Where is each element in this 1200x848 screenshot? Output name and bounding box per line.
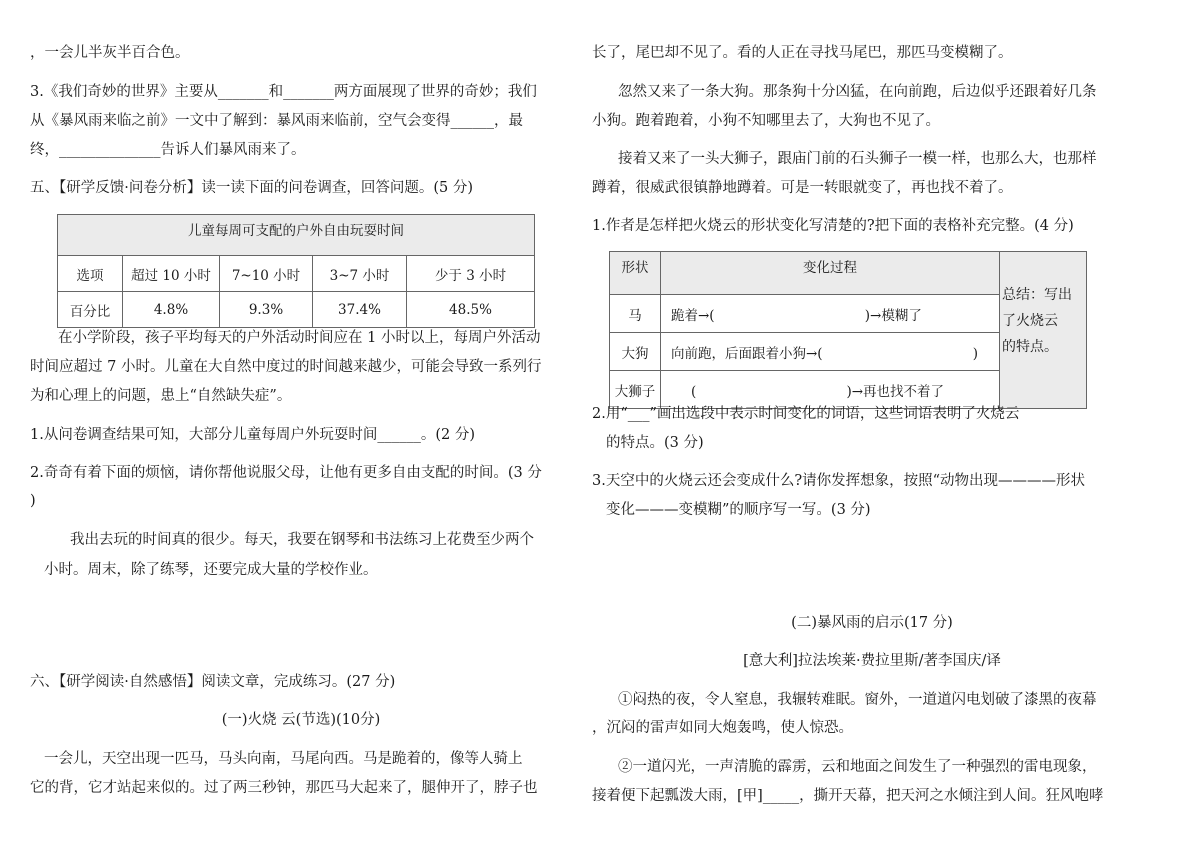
survey-header-cell: 超过 10 小时 — [123, 256, 220, 292]
reading-line: 蹲着，很威武很镇静地蹲着。可是一转眼就变了，再也找不着了。 — [592, 180, 1013, 196]
story-line: ②一道闪光，一声清脆的霹雳，云和地面之间发生了一种强烈的雷电现象， — [618, 759, 1097, 775]
question-2-line-2: 的特点。(3 分) — [606, 435, 704, 451]
reading-line: 忽然又来了一条大狗。那条狗十分凶猛，在向前跑，后边似乎还跟着好几条 — [618, 84, 1097, 100]
left-column — [26, 0, 576, 848]
paragraph-line: 为和心理上的问题，患上“自然缺失症”。 — [30, 388, 292, 404]
shape-change-table — [609, 251, 1087, 409]
survey-table-title: 儿童每周可支配的户外自由玩耍时间 — [58, 215, 535, 256]
survey-header-cell: 3~7 小时 — [313, 256, 407, 292]
reading-line: 它的背，它才站起来似的。过了两三秒钟，那匹马大起来了，腿伸开了，脖子也 — [30, 780, 538, 796]
question-3-line-2: 从《暴风雨来临之前》一文中了解到：暴风雨来临前，空气会变得______，最 — [30, 113, 523, 129]
survey-header-cell: 选项 — [58, 256, 123, 292]
survey-value-cell: 37.4% — [313, 292, 407, 328]
table-header-process: 变化过程 — [661, 252, 1000, 295]
section-6-heading: 六、【研学阅读·自然感悟】阅读文章，完成练习。(27 分) — [30, 674, 396, 690]
summary-line: 总结：写出 — [1002, 287, 1072, 303]
table-summary-cell — [1000, 252, 1087, 409]
question-3-line-3: 终，______________告诉人们暴风雨来了。 — [30, 142, 306, 158]
survey-value-cell: 9.3% — [220, 292, 313, 328]
worry-text-line-2: 小时。周末，除了练琴，还要完成大量的学校作业。 — [44, 562, 378, 578]
reading-line: 小狗。跑着跑着，小狗不知哪里去了，大狗也不见了。 — [592, 113, 940, 129]
reading-line: 长了，尾巴却不见了。看的人正在寻找马尾巴，那匹马变模糊了。 — [592, 45, 1013, 61]
worry-text-line-1: 我出去玩的时间真的很少。每天，我要在钢琴和书法练习上花费至少两个 — [70, 532, 534, 548]
summary-line: 了火烧云 — [1002, 313, 1058, 329]
table-process-cell: 向前跑，后面跟着小狗→( ) — [661, 333, 1000, 371]
survey-value-cell: 48.5% — [407, 292, 535, 328]
question-1: 1.从问卷调查结果可知，大部分儿童每周户外玩耍时间______。(2 分) — [30, 427, 475, 443]
table-header-shape: 形状 — [610, 252, 661, 295]
story-line: ①闷热的夜，令人窒息，我辗转难眠。窗外，一道道闪电划破了漆黑的夜幕 — [618, 692, 1097, 708]
question-2-line-1: 2.用“___”画出选段中表示时间变化的词语，这些词语表明了火烧云 — [592, 406, 1020, 422]
question-2-line-1: 2.奇奇有着下面的烦恼，请你帮他说服父母，让他有更多自由支配的时间。(3 分 — [30, 465, 542, 481]
question-3-line-1: 3.《我们奇妙的世界》主要从_______和_______两方面展现了世界的奇妙；我们 — [30, 84, 537, 100]
question-1: 1.作者是怎样把火烧云的形状变化写清楚的?把下面的表格补充完整。(4 分) — [592, 218, 1074, 234]
right-column — [592, 0, 1152, 848]
section-5-heading: 五、【研学反馈·问卷分析】读一读下面的问卷调查，回答问题。(5 分) — [30, 180, 474, 196]
subsection-2-title: (二)暴风雨的启示(17 分) — [791, 615, 953, 631]
survey-header-cell: 7~10 小时 — [220, 256, 313, 292]
reading-line: 一会儿，天空出现一匹马，马头向南，马尾向西。马是跪着的，像等人骑上 — [44, 751, 523, 767]
survey-row-label: 百分比 — [58, 292, 123, 328]
table-process-cell: ( )→再也找不着了 — [661, 371, 1000, 409]
story-line: 接着便下起瓢泼大雨，[甲]_____，撕开天幕，把天河之水倾注到人间。狂风咆哮 — [592, 788, 1104, 804]
story-line: ，沉闷的雷声如同大炮轰鸣，使人惊恐。 — [592, 720, 853, 736]
survey-header-cell: 少于 3 小时 — [407, 256, 535, 292]
summary-line: 的特点。 — [1002, 339, 1058, 355]
table-shape-cell: 马 — [610, 295, 661, 333]
paragraph-line: 时间应超过 7 小时。儿童在大自然中度过的时间越来越少，可能会导致一系列行 — [30, 359, 542, 375]
table-shape-cell: 大狗 — [610, 333, 661, 371]
reading-line: 接着又来了一头大狮子，跟庙门前的石头狮子一模一样，也那么大，也那样 — [618, 151, 1097, 167]
question-3-line-2: 变化———变模糊”的顺序写一写。(3 分) — [606, 502, 871, 518]
question-2-line-2: ) — [30, 493, 36, 509]
text-line: ，一会儿半灰半百合色。 — [30, 45, 190, 61]
subsection-1-title: (一)火烧 云(节选)(10分) — [221, 712, 381, 728]
table-process-cell: 跪着→( )→模糊了 — [661, 295, 1000, 333]
question-3-line-1: 3.天空中的火烧云还会变成什么?请你发挥想象，按照“动物出现————形状 — [592, 473, 1086, 489]
author-credit: [意大利]拉法埃莱·费拉里斯/著李国庆/译 — [743, 653, 1001, 669]
survey-table — [57, 214, 535, 328]
paragraph-line: 在小学阶段，孩子平均每天的户外活动时间应在 1 小时以上，每周户外活动 — [58, 330, 541, 346]
table-shape-cell: 大狮子 — [610, 371, 661, 409]
survey-value-cell: 4.8% — [123, 292, 220, 328]
